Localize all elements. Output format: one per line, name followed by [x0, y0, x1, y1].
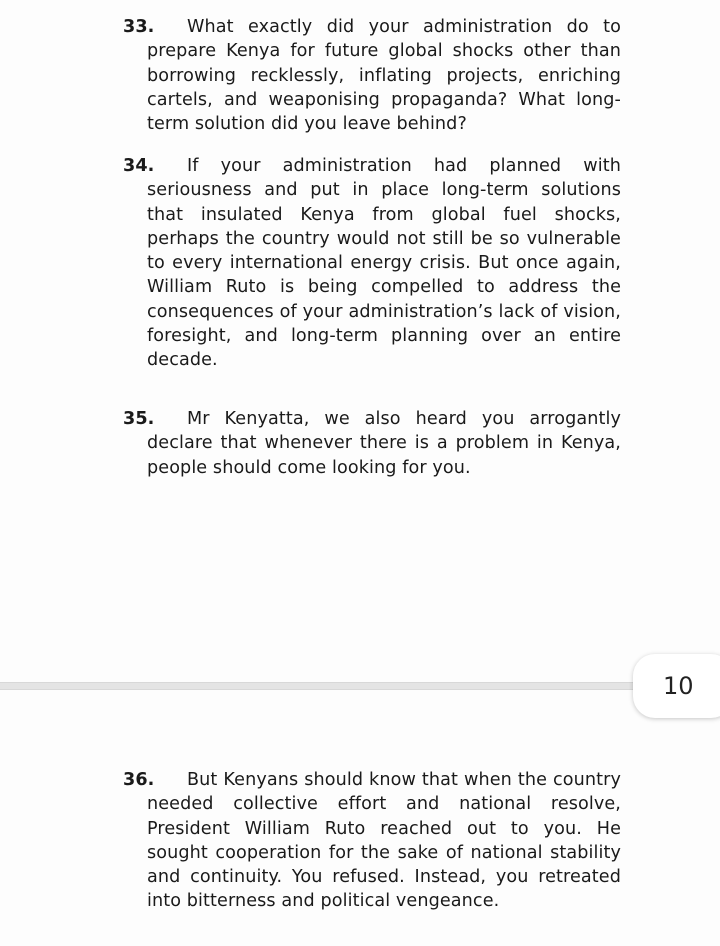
- paragraph-text: Mr Kenyatta, we also heard you arrogantly declare that whenever there is a problem in Kenya, people should come looking for you.: [147, 409, 621, 478]
- paragraph-number: 33.: [123, 17, 155, 37]
- page-separator: [0, 682, 720, 690]
- paragraph-35: [123, 407, 621, 480]
- paragraph-number: 35.: [123, 409, 155, 429]
- paragraph-number: 34.: [123, 156, 155, 176]
- paragraph-number: 36.: [123, 770, 155, 790]
- page-number-label: 10: [663, 672, 694, 700]
- paragraph-36: [123, 768, 621, 914]
- paragraph-33: [123, 15, 621, 136]
- paragraph-text: If your administration had planned with seriousness and put in place long-term solutions that insulated Kenya from global fuel shocks, perhaps the country would not still be so vulnerable to every international energy crisis. But once again, William Ruto is being compelled to address the consequences of your administration’s lack of vision, foresight, and long-term planning over an entire decade.: [147, 156, 621, 371]
- paragraph-34: [123, 154, 621, 373]
- paragraph-text: What exactly did your administration do to prepare Kenya for future global shocks other than borrowing recklessly, inflating projects, enriching cartels, and weaponising propaganda? What long-term solution did you leave behind?: [147, 17, 621, 135]
- page-number-indicator[interactable]: [633, 654, 720, 718]
- paragraph-text: But Kenyans should know that when the country needed collective effort and national resolve, President William Ruto reached out to you. He sought cooperation for the sake of national stability and continuity. You refused. Instead, you retreated into bitterness and political vengeance.: [147, 770, 621, 912]
